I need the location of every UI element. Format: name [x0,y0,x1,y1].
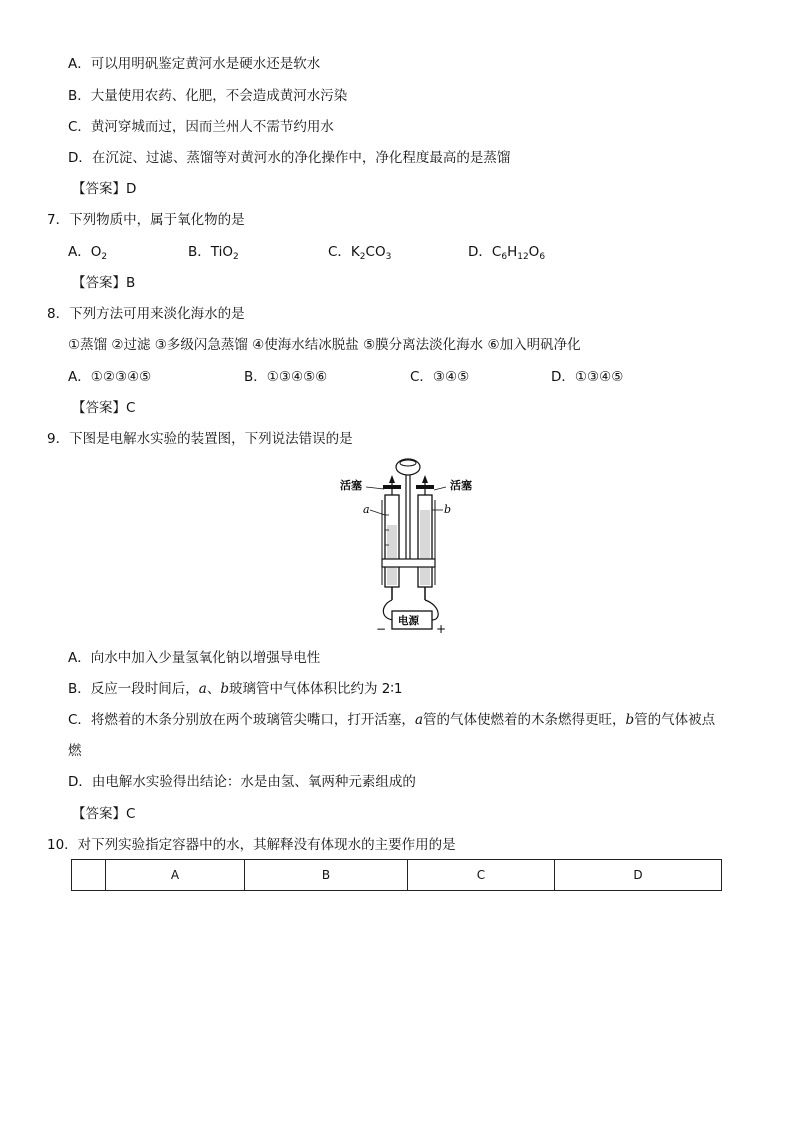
table-header-cell: C [408,860,555,891]
q7-option-a: A．$O_2$ [68,244,108,262]
q9-option-d: D．由电解水实验得出结论：水是由氢、氧两种元素组成的 [68,774,416,790]
q8-option-d: D．①③④⑤ [551,369,624,385]
negative-terminal-label: − [376,622,387,635]
electrolysis-apparatus-diagram [340,455,490,635]
q7-stem: 7．下列物质中，属于氧化物的是 [47,212,245,228]
q6-option-b: B．大量使用农药、化肥，不会造成黄河水污染 [68,88,348,104]
q6-option-d: D．在沉淀、过滤、蒸馏等对黄河水的净化操作中，净化程度最高的是蒸馏 [68,150,511,166]
q9-answer: 【答案】C [72,806,136,822]
q8-option-b: B．①③④⑤⑥ [244,369,328,385]
q8-answer: 【答案】C [72,400,136,416]
q8-stem: 8．下列方法可用来淡化海水的是 [47,306,245,322]
q10-table [71,859,722,891]
q9-option-a: A．向水中加入少量氢氧化钠以增强导电性 [68,650,321,666]
q9-option-c-continued: 燃 [68,743,82,759]
q7-option-d: D．$C_6H_{12}O_6$ [468,244,546,262]
table-header-cell: B [245,860,408,891]
power-source-label: 电源 [398,615,419,627]
q8-methods: ①蒸馏 ②过滤 ③多级闪急蒸馏 ④使海水结冰脱盐 ⑤膜分离法淡化海水 ⑥加入明矾净化 [68,337,581,353]
q6-answer: 【答案】D [72,181,137,197]
table-header-cell: A [106,860,245,891]
tube-b-label: b [444,503,452,516]
valve-label-left: 活塞 [340,479,362,492]
table-header-cell [72,860,106,891]
q9-option-c: C．将燃着的木条分别放在两个玻璃管尖嘴口，打开活塞，a管的气体使燃着的木条燃得更旺，b管的气体被点 [68,712,716,728]
q6-option-a: A．可以用明矾鉴定黄河水是硬水还是软水 [68,56,321,72]
q9-stem: 9．下图是电解水实验的装置图，下列说法错误的是 [47,431,353,447]
tube-a-label: a [363,503,370,516]
q7-answer: 【答案】B [72,275,136,291]
electrolysis-apparatus-figure [340,455,490,635]
q6-option-c: C．黄河穿城而过，因而兰州人不需节约用水 [68,119,334,135]
q10-stem: 10．对下列实验指定容器中的水，其解释没有体现水的主要作用的是 [47,837,456,853]
q7-option-b: B．TiO$_2$ [188,244,239,262]
table-header-cell: D [555,860,722,891]
q7-option-c: C．$K_2CO_3$ [328,244,392,262]
table-header-row [72,860,722,891]
valve-label-right: 活塞 [450,479,472,492]
q9-option-b: B．反应一段时间后，a、b玻璃管中气体体积比约为 2∶1 [68,681,403,697]
q8-option-a: A．①②③④⑤ [68,369,152,385]
positive-terminal-label: + [436,622,447,635]
q8-option-c: C．③④⑤ [410,369,470,385]
